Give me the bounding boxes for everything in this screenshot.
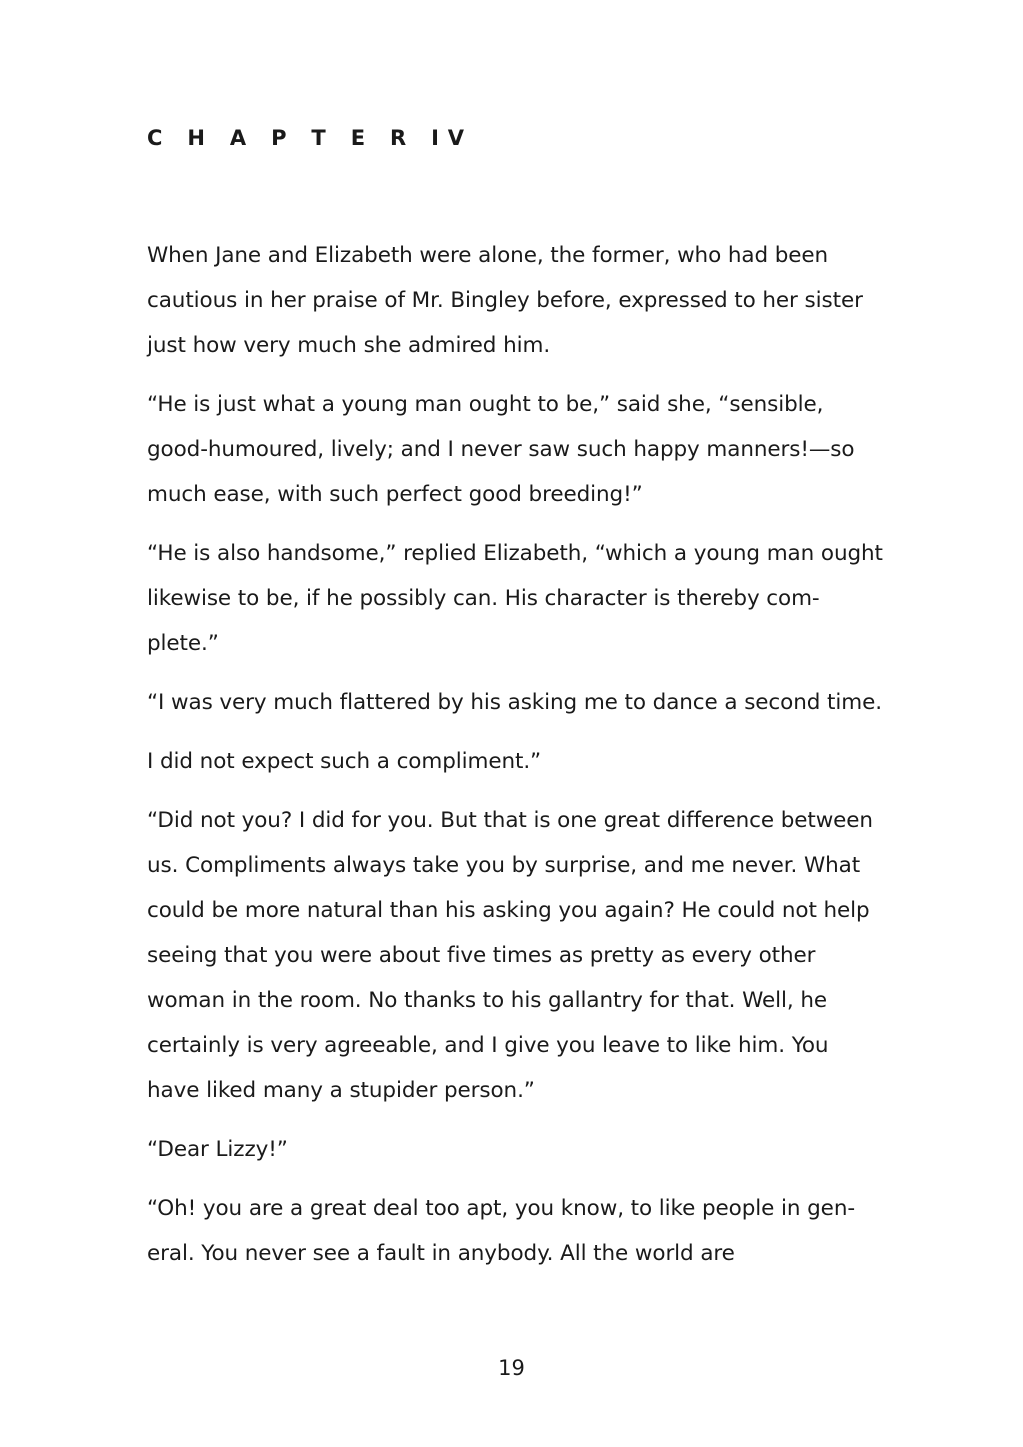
paragraph: I did not expect such a compliment.”: [147, 749, 542, 774]
paragraph: “He is also handsome,” replied Elizabeth, “which a young man ought likewise to be, if he possibly can. His character is thereby com- plete.”: [147, 541, 883, 656]
page-number: 19: [498, 1356, 525, 1380]
chapter-heading: C H A P T E R IV: [147, 126, 473, 150]
paragraph: “Oh! you are a great deal too apt, you know, to like people in gen- eral. You never see a fault in anybody. All the world are: [147, 1196, 855, 1266]
paragraph: “I was very much flattered by his asking me to dance a second time.: [147, 690, 882, 715]
body-text: [147, 233, 887, 1290]
paragraph: “He is just what a young man ought to be,” said she, “sensible, good-humoured, lively; and I never saw such happy manners!—so much ease, with such perfect good breeding!”: [147, 392, 855, 507]
paragraph: “Did not you? I did for you. But that is one great difference between us. Compliments always take you by surprise, and me never. What could be more natural than his asking you again? He could not help seeing that you were about five times as pretty as every other woman in the room. No thanks to his gallantry for that. Well, he certainly is very agreeable, and I give you leave to like him. You have liked many a stupider person.”: [147, 808, 873, 1103]
paragraph: “Dear Lizzy!”: [147, 1137, 288, 1162]
paragraph: When Jane and Elizabeth were alone, the former, who had been cautious in her praise of Mr. Bingley before, expressed to her sister just how very much she admired him.: [147, 243, 863, 358]
